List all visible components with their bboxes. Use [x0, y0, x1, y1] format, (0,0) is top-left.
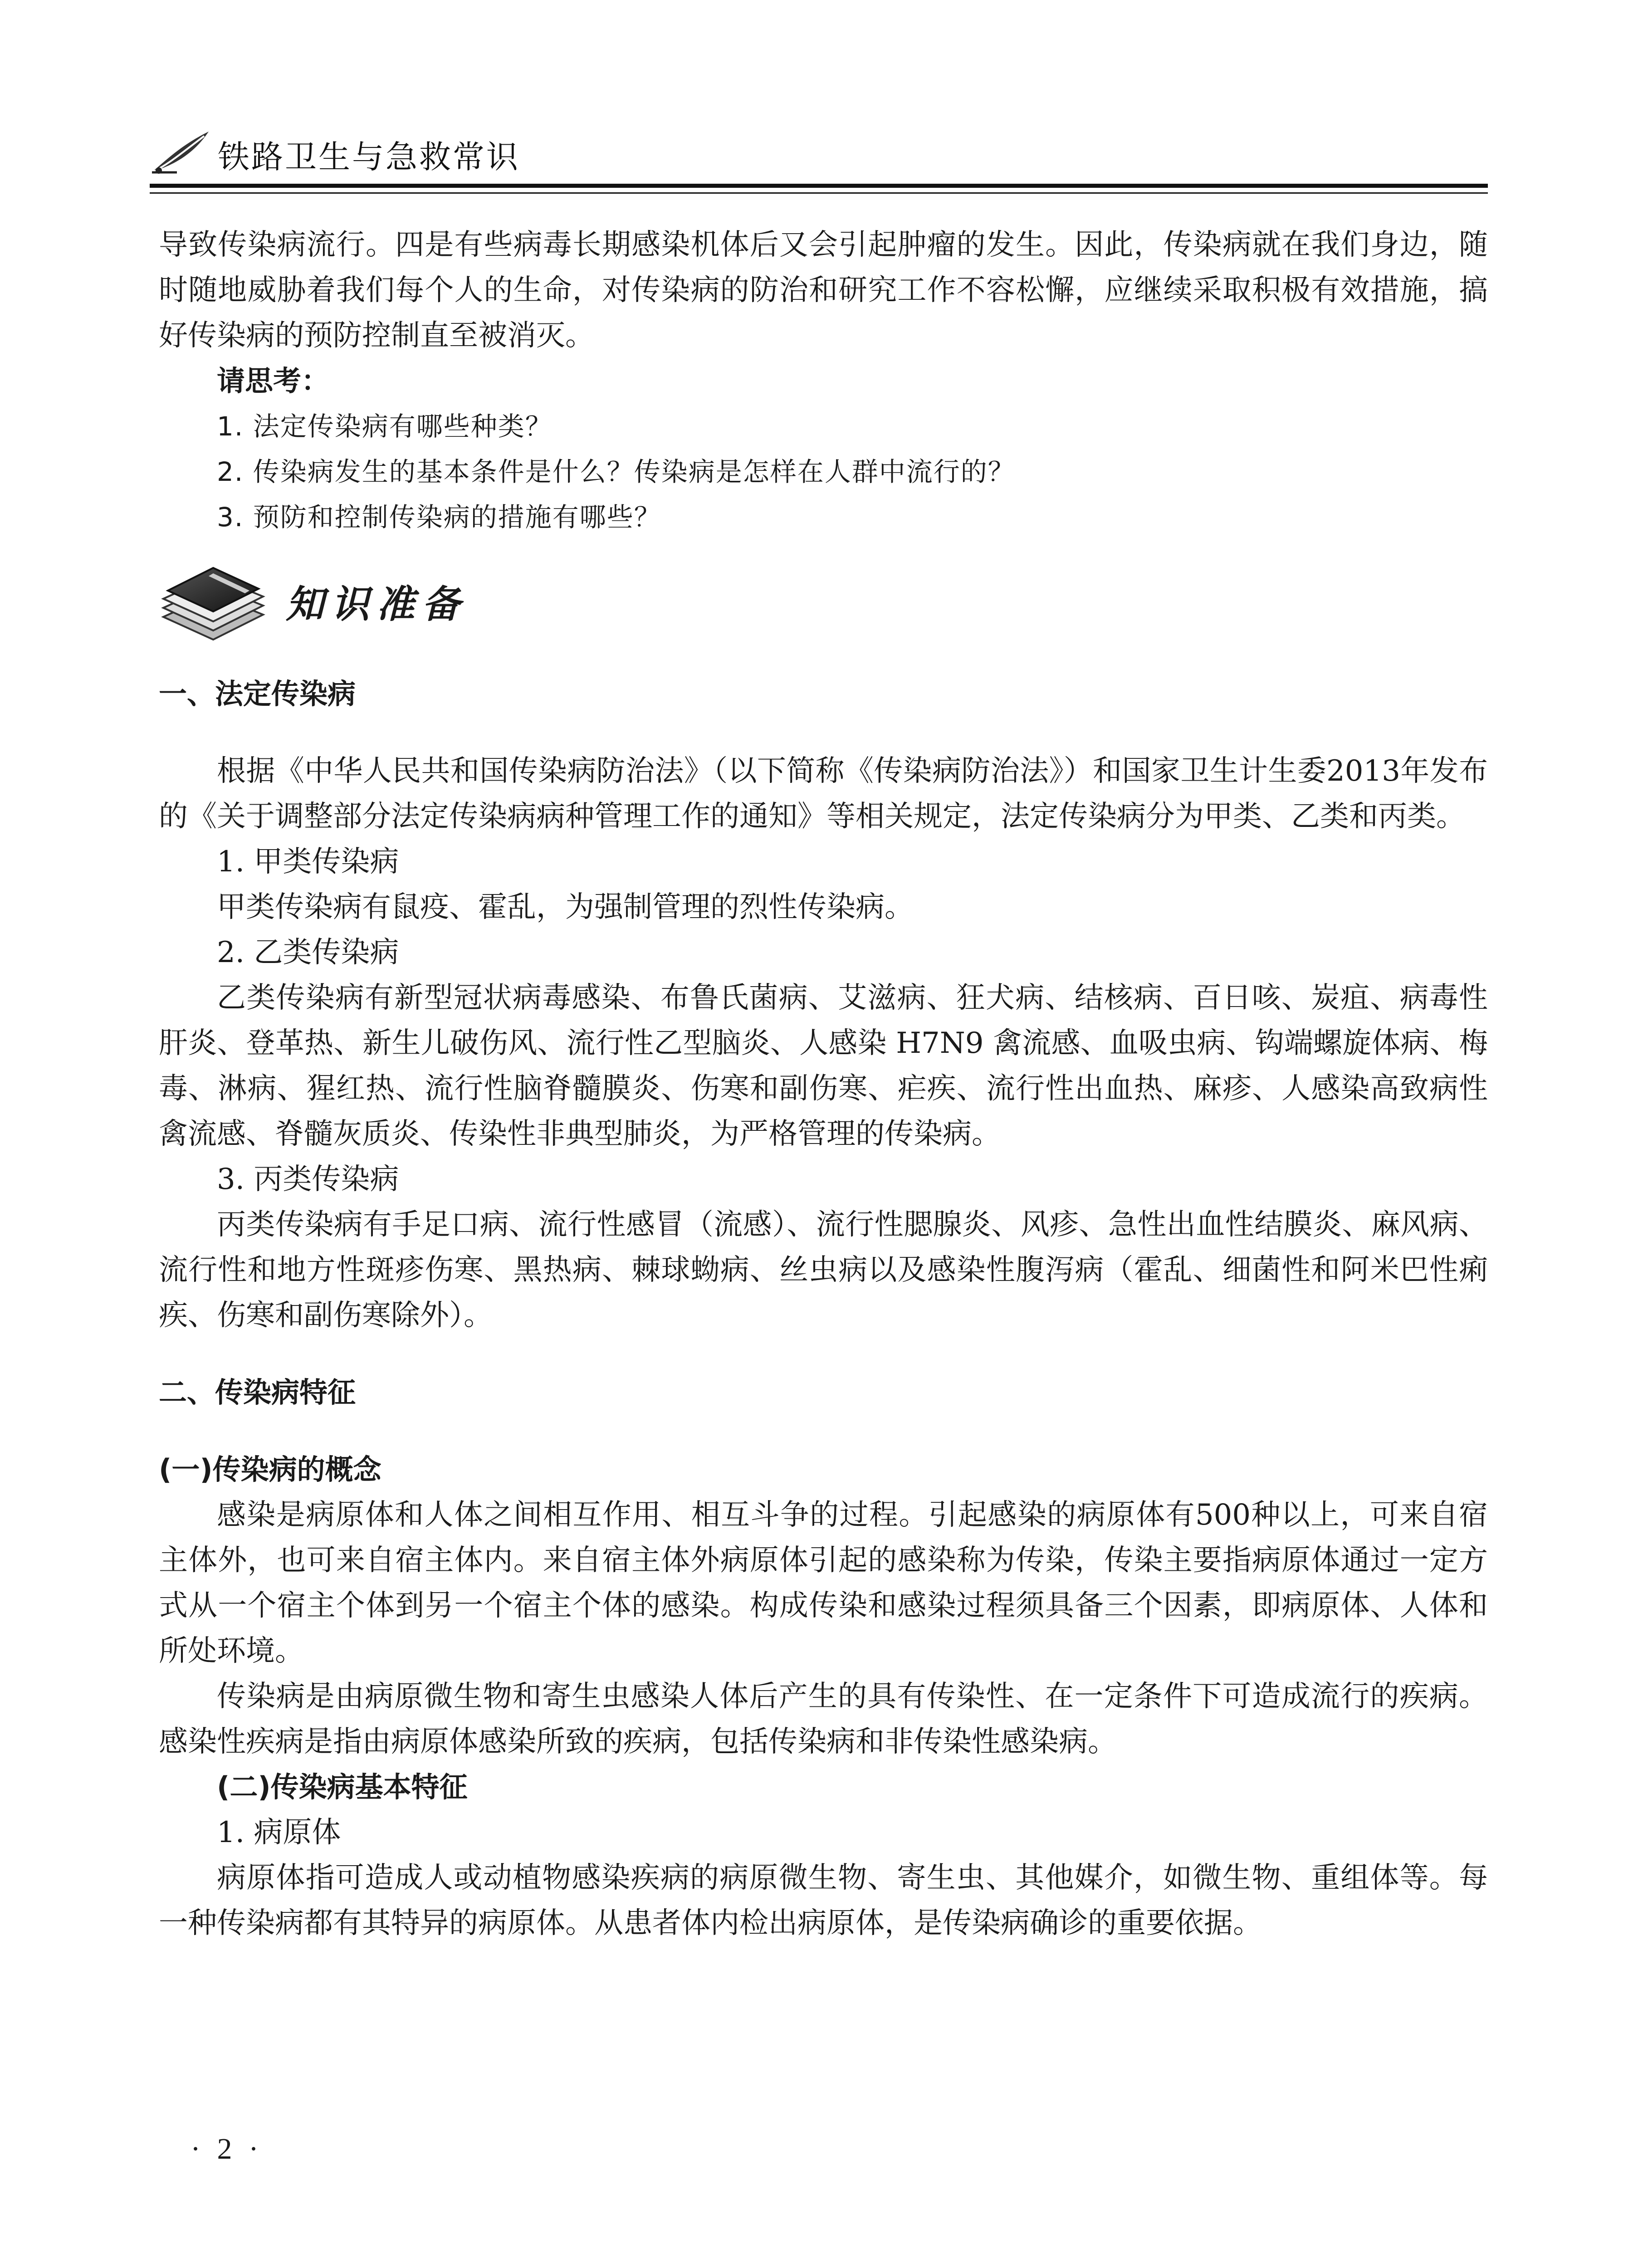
- concept-paragraph: 感染是病原体和人体之间相互作用、相互斗争的过程。引起感染的病原体有500种以上，可来自宿主体外，也可来自宿主体内。来自宿主体外病原体引起的感染称为传染，传染主要指病原体通过一定方式从一个宿主个体到另一个宿主个体的感染。构成传染和感染过程须具备三个因素，即病原体、人体和所处环境。: [159, 1498, 1488, 1668]
- intro-paragraph: 导致传染病流行。四是有些病毒长期感染机体后又会引起肿瘤的发生。因此，传染病就在我们身边，随时随地威胁着我们每个人的生命，对传染病的防治和研究工作不容松懈，应继续采取积极有效措施，搞好传染病的预防控制直至被消灭。: [159, 228, 1488, 352]
- subsection-heading: (一)传染病的概念: [159, 1453, 381, 1486]
- section-banner: [159, 549, 1488, 653]
- page-number: · 2 ·: [191, 2132, 263, 2165]
- think-question: 2. 传染病发生的基本条件是什么？传染病是怎样在人群中流行的？: [217, 456, 1015, 487]
- page-content: [159, 222, 1488, 1946]
- subsection-heading: 1. 病原体: [217, 1816, 341, 1849]
- stacked-books-icon: [154, 558, 272, 644]
- section-heading: 二、传染病特征: [159, 1376, 356, 1409]
- running-header: [150, 122, 1488, 191]
- book-title: 铁路卫生与急救常识: [218, 138, 520, 176]
- section-heading: 一、法定传染病: [159, 677, 356, 710]
- pathogen-paragraph: 病原体指可造成人或动植物感染疾病的病原微生物、寄生虫、其他媒介，如微生物、重组体等。每一种传染病都有其特异的病原体。从患者体内检出病原体，是传染病确诊的重要依据。: [159, 1861, 1488, 1940]
- header-rule-thick: [150, 184, 1488, 188]
- class-c-text: 丙类传染病有手足口病、流行性感冒（流感）、流行性腮腺炎、风疹、急性出血性结膜炎、麻风病、流行性和地方性斑疹伤寒、黑热病、棘球蚴病、丝虫病以及感染性腹泻病（霍乱、细菌性和阿米巴性痢疾、伤寒和副伤寒除外）。: [159, 1208, 1488, 1332]
- section-banner-title: 知识准备: [286, 582, 468, 626]
- subsection-heading: (二)传染病基本特征: [217, 1770, 468, 1804]
- quill-pen-icon: [150, 127, 213, 177]
- subsection-heading: 3. 丙类传染病: [217, 1163, 399, 1196]
- class-a-text: 甲类传染病有鼠疫、霍乱，为强制管理的烈性传染病。: [217, 890, 914, 924]
- section1-intro: 根据《中华人民共和国传染病防治法》（以下简称《传染病防治法》）和国家卫生计生委2013年发布的《关于调整部分法定传染病病种管理工作的通知》等相关规定，法定传染病分为甲类、乙类和丙类。: [159, 754, 1488, 833]
- subsection-heading: 2. 乙类传染病: [217, 936, 399, 969]
- think-question: 1. 法定传染病有哪些种类？: [217, 411, 553, 442]
- think-question: 3. 预防和控制传染病的措施有哪些？: [217, 502, 661, 533]
- think-heading: 请思考：: [217, 364, 330, 397]
- concept-paragraph: 传染病是由病原微生物和寄生虫感染人体后产生的具有传染性、在一定条件下可造成流行的疾病。感染性疾病是指由病原体感染所致的疾病，包括传染病和非传染性感染病。: [159, 1680, 1488, 1759]
- subsection-heading: 1. 甲类传染病: [217, 845, 399, 879]
- class-b-text: 乙类传染病有新型冠状病毒感染、布鲁氏菌病、艾滋病、狂犬病、结核病、百日咳、炭疽、病毒性肝炎、登革热、新生儿破伤风、流行性乙型脑炎、人感染 H7N9 禽流感、血吸虫病、钩端螺旋体病、梅毒、淋病、猩红热、流行性脑脊髓膜炎、伤寒和副伤寒、疟疾、流行性出血热、麻疹、人感染高致病性禽流感、脊髓灰质炎、传染性非典型肺炎，为严格管理的传染病。: [159, 981, 1488, 1151]
- header-rule-thin: [150, 192, 1488, 194]
